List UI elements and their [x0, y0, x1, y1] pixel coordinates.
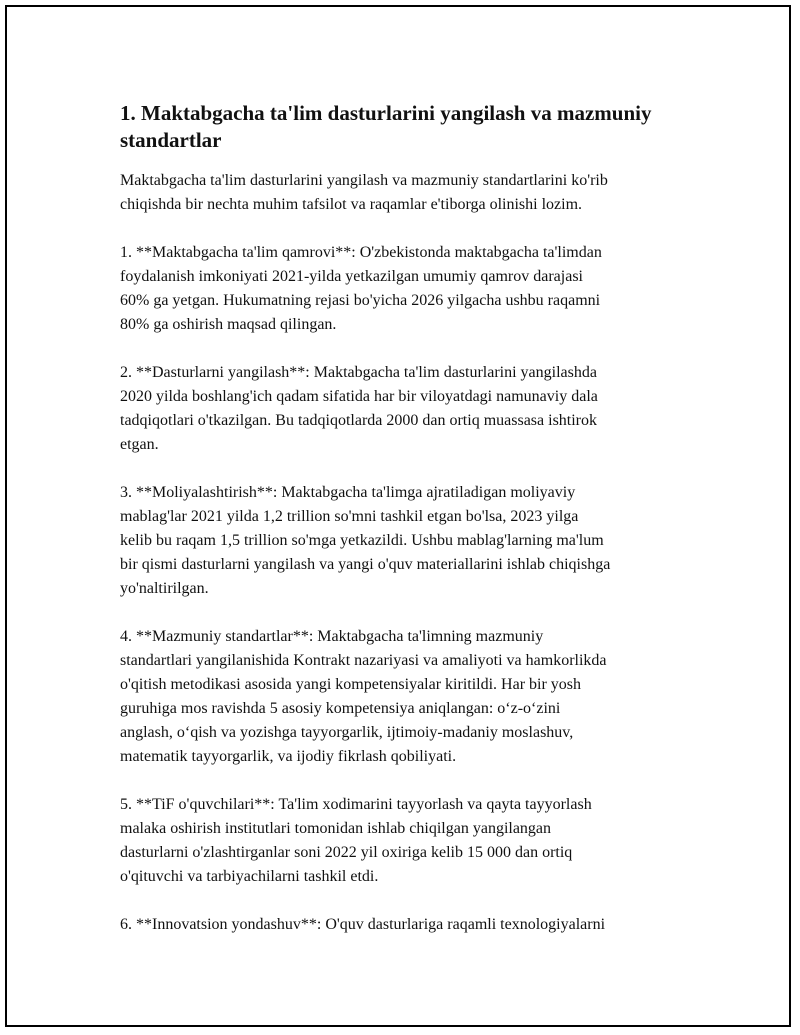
item-teacher-training: 5. **TiF o'quvchilari**: Ta'lim xodimarini tayyorlash va qayta tayyorlash malaka oshirish institutlari tomonidan ishlab chiqilgan yangilangan dasturlarni o'zlashtirganlar soni 2022 yil oxiriga kelib 15 000 dan ortiq o'qituvchi va tarbiyachilarni tashkil etdi. [120, 796, 592, 885]
item-preschool-coverage: 1. **Maktabgacha ta'lim qamrovi**: O'zbekistonda maktabgacha ta'limdan foydalanish imkoniyati 2021-yilda yetkazilgan umumiy qamrov darajasi 60% ga yetgan. Hukumatning rejasi bo'yicha 2026 yilgacha ushbu raqamni 80% ga oshirish maqsad qilingan. [120, 244, 602, 333]
page-frame [5, 5, 791, 1027]
section-heading: 1. Maktabgacha ta'lim dasturlarini yangilash va mazmuniy standartlar [120, 101, 652, 152]
item-innovative-approach: 6. **Innovatsion yondashuv**: O'quv dasturlariga raqamli texnologiyalarni [120, 916, 606, 933]
item-content-standards: 4. **Mazmuniy standartlar**: Maktabgacha ta'limning mazmuniy standartlari yangilanishida Kontrakt nazariyasi va amaliyoti va hamkorlikda o'qitish metodikasi asosida yangi kompetensiyalar kiritildi. Har bir yosh guruhiga mos ravishda 5 asosiy kompetensiya aniqlangan: o‘z-o‘zini anglash, o‘qish va yozishga tayyorgarlik, ijtimoiy-madaniy moslashuv, matematik tayyorgarlik, va ijodiy fikrlash qobiliyati. [120, 628, 607, 765]
item-program-updates: 2. **Dasturlarni yangilash**: Maktabgacha ta'lim dasturlarini yangilashda 2020 yilda boshlang'ich qadam sifatida har bir viloyatdagi namunaviy dala tadqiqotlari o'tkazilgan. Bu tadqiqotlarda 2000 dan ortiq muassasa ishtirok etgan. [120, 364, 598, 453]
item-financing: 3. **Moliyalashtirish**: Maktabgacha ta'limga ajratiladigan moliyaviy mablag'lar 2021 yilda 1,2 trillion so'mni tashkil etgan bo'lsa, 2023 yilga kelib bu raqam 1,5 trillion so'mga yetkazildi. Ushbu mablag'larning ma'lum bir qismi dasturlarni yangilash va yangi o'quv materiallarini ishlab chiqishga yo'naltirilgan. [120, 484, 611, 597]
document-body [120, 100, 700, 961]
intro-paragraph: Maktabgacha ta'lim dasturlarini yangilash va mazmuniy standartlarini ko'rib chiqishda bir nechta muhim tafsilot va raqamlar e'tiborga olinishi lozim. [120, 172, 608, 213]
